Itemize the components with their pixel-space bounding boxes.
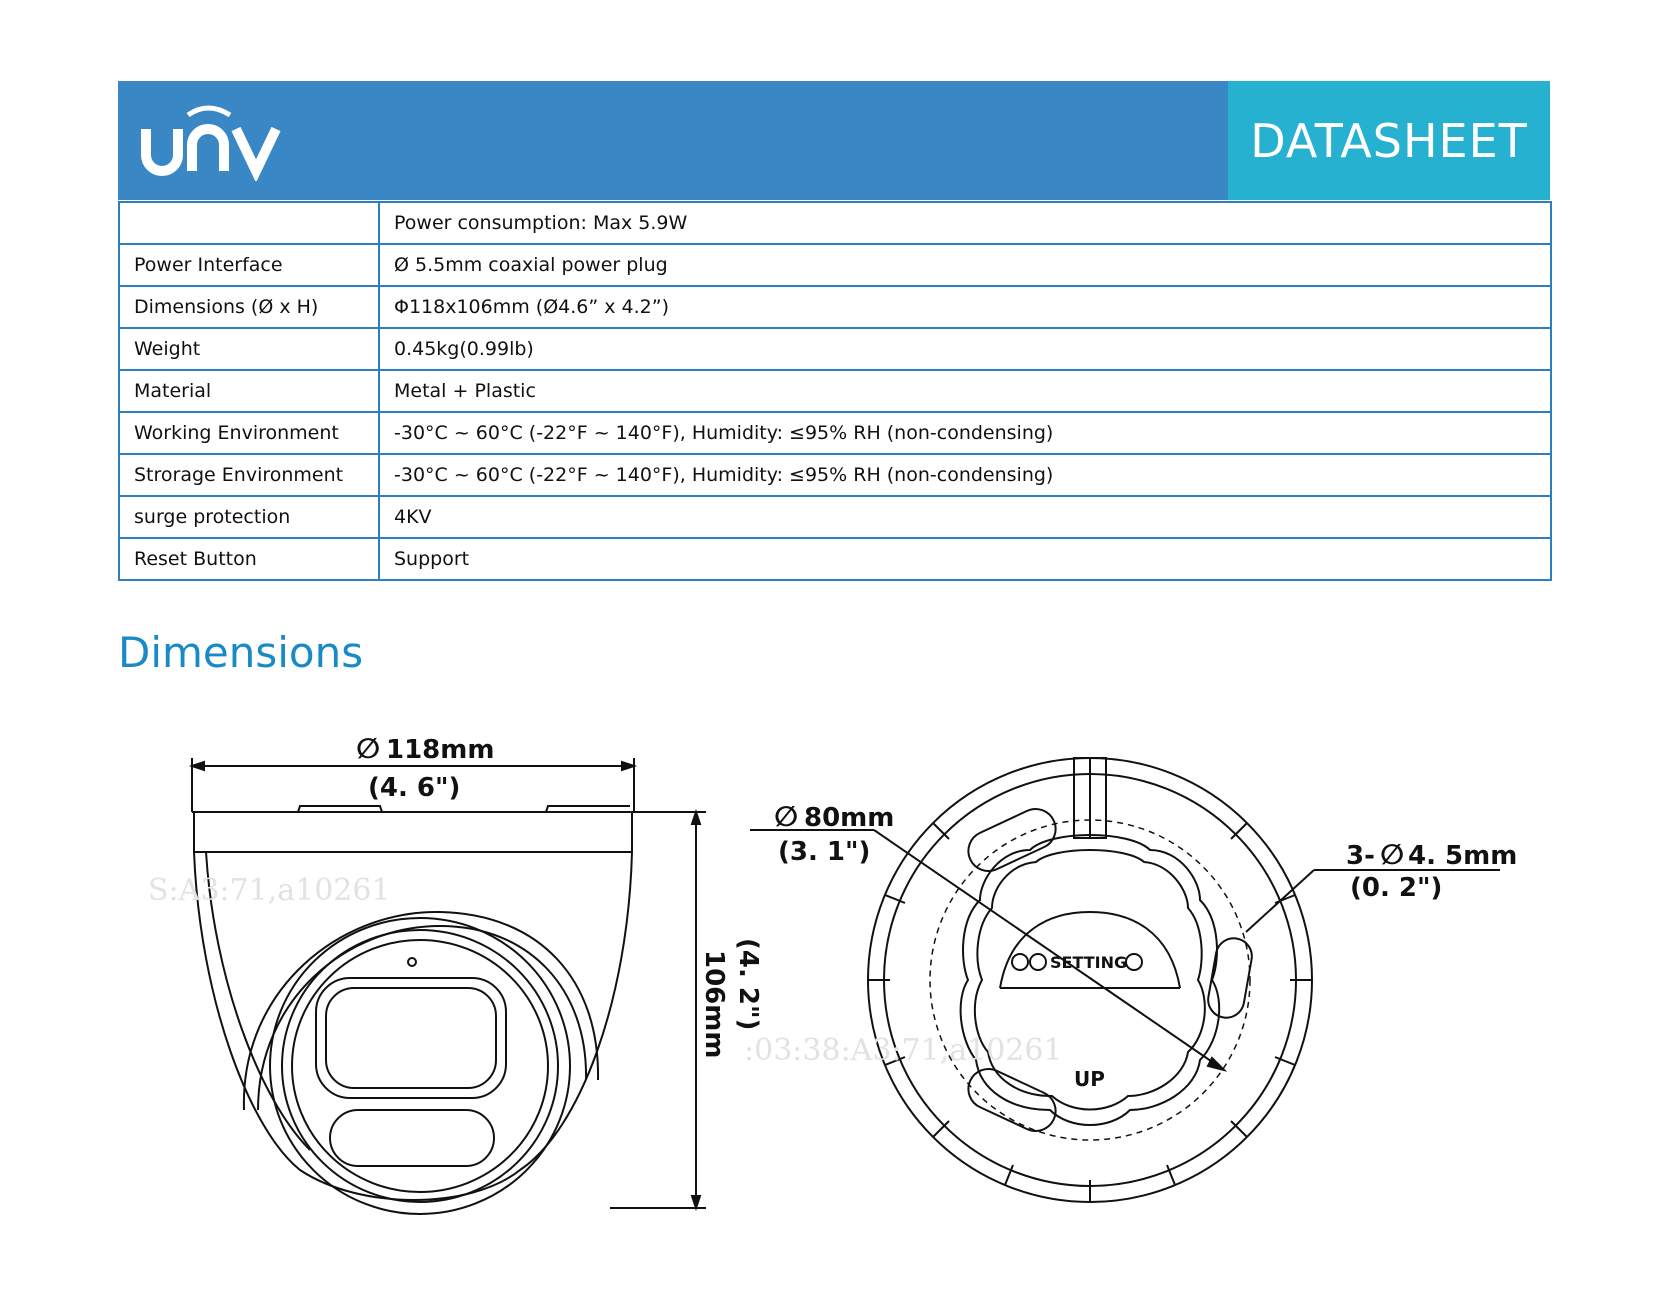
spec-table	[118, 201, 1552, 581]
spec-value: 4KV	[379, 496, 1551, 538]
spec-value: Φ118x106mm (Ø4.6” x 4.2”)	[379, 286, 1551, 328]
spec-value: -30°C ~ 60°C (-22°F ~ 140°F), Humidity: ≤95% RH (non-condensing)	[379, 412, 1551, 454]
spec-label: Dimensions (Ø x H)	[119, 286, 379, 328]
spec-value: 0.45kg(0.99lb)	[379, 328, 1551, 370]
spec-label: surge protection	[119, 496, 379, 538]
watermark-text: S:A3:71,a10261	[148, 873, 391, 908]
watermark-text: :03:38:A3:71,a10261	[744, 1033, 1063, 1068]
width-mm-label: 118mm	[386, 735, 495, 765]
spec-value: Support	[379, 538, 1551, 580]
section-title: Dimensions	[118, 628, 364, 677]
datasheet-badge	[1228, 81, 1550, 200]
table-row	[119, 202, 1551, 244]
diameter-symbol: ∅	[356, 732, 380, 765]
spec-label	[119, 202, 379, 244]
spec-label: Working Environment	[119, 412, 379, 454]
hole-count-label: 3-	[1346, 841, 1375, 871]
height-in-label: (4. 2")	[733, 938, 763, 1031]
table-row	[119, 244, 1551, 286]
table-row	[119, 286, 1551, 328]
up-label: UP	[1074, 1067, 1105, 1091]
spec-label: Reset Button	[119, 538, 379, 580]
spec-label: Material	[119, 370, 379, 412]
table-row	[119, 412, 1551, 454]
table-row	[119, 496, 1551, 538]
diameter-symbol: ∅	[1380, 838, 1404, 871]
table-row	[119, 370, 1551, 412]
unv-logo	[140, 101, 290, 181]
diameter-symbol: ∅	[774, 800, 798, 833]
spec-value: Power consumption: Max 5.9W	[379, 202, 1551, 244]
hole-in-label: (0. 2")	[1350, 873, 1443, 903]
inner-in-label: (3. 1")	[778, 837, 871, 867]
datasheet-badge-label: DATASHEET	[1250, 113, 1528, 168]
setting-label: SETTING	[1050, 953, 1128, 972]
spec-value: -30°C ~ 60°C (-22°F ~ 140°F), Humidity: ≤95% RH (non-condensing)	[379, 454, 1551, 496]
spec-label: Strorage Environment	[119, 454, 379, 496]
spec-label: Weight	[119, 328, 379, 370]
spec-label: Power Interface	[119, 244, 379, 286]
height-mm-label: 106mm	[699, 950, 729, 1059]
hole-mm-label: 4. 5mm	[1408, 841, 1518, 871]
table-row	[119, 454, 1551, 496]
table-row	[119, 538, 1551, 580]
spec-value: Metal + Plastic	[379, 370, 1551, 412]
table-row	[119, 328, 1551, 370]
inner-mm-label: 80mm	[804, 803, 895, 833]
width-in-label: (4. 6")	[368, 773, 461, 803]
datasheet-header	[118, 81, 1550, 200]
spec-value: Ø 5.5mm coaxial power plug	[379, 244, 1551, 286]
dimension-drawing	[0, 700, 1654, 1240]
